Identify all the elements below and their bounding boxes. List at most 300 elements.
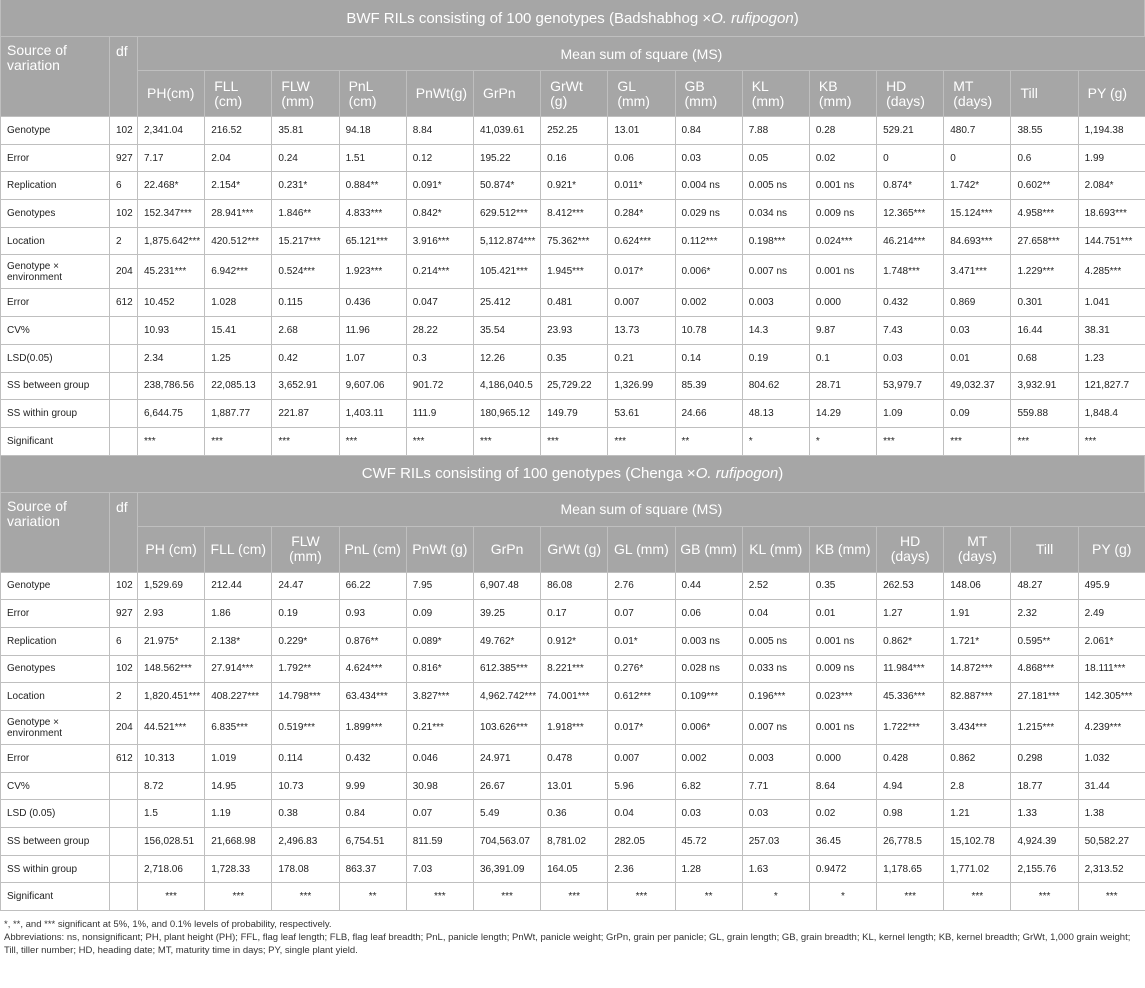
table-cell: 27.914*** xyxy=(205,655,272,683)
trait-header: KB (mm) xyxy=(809,71,876,117)
table-row xyxy=(1,227,1145,255)
trait-header: GB (mm) xyxy=(675,526,742,572)
table-cell: 0.017* xyxy=(608,711,675,745)
table-row xyxy=(1,772,1145,800)
table-cell: 0.011* xyxy=(608,172,675,200)
table-cell: 0.44 xyxy=(675,572,742,600)
table-cell: 86.08 xyxy=(541,572,608,600)
table-cell: 2.93 xyxy=(138,600,205,628)
table-cell: 49.762* xyxy=(473,627,540,655)
table-cell: 1,529.69 xyxy=(138,572,205,600)
table-row xyxy=(1,655,1145,683)
trait-header: GrWt (g) xyxy=(541,526,608,572)
table-cell: *** xyxy=(877,883,944,911)
table-cell: 408.227*** xyxy=(205,683,272,711)
table-cell: 0.03 xyxy=(675,144,742,172)
table-cell: 7.88 xyxy=(742,117,809,145)
table-cell: 1.09 xyxy=(877,400,944,428)
table-cell: *** xyxy=(944,427,1011,455)
table-cell: 1.019 xyxy=(205,745,272,773)
table-cell: 75.362*** xyxy=(541,227,608,255)
table-cell: 5,112.874*** xyxy=(473,227,540,255)
table-cell: 0.02 xyxy=(809,800,876,828)
row-df: 2 xyxy=(110,683,138,711)
table-row xyxy=(1,317,1145,345)
table-cell: 0.21*** xyxy=(406,711,473,745)
table-cell: *** xyxy=(1011,427,1078,455)
row-label: LSD(0.05) xyxy=(1,344,110,372)
table-cell: 0.42 xyxy=(272,344,339,372)
table-cell: 1.25 xyxy=(205,344,272,372)
table-cell: 45.72 xyxy=(675,828,742,856)
table-cell: 1.846** xyxy=(272,200,339,228)
table-cell: 0.298 xyxy=(1011,745,1078,773)
table-cell: 0.01 xyxy=(809,600,876,628)
table-cell: 420.512*** xyxy=(205,227,272,255)
table-cell: 8.221*** xyxy=(541,655,608,683)
trait-header: KL (mm) xyxy=(742,71,809,117)
table-cell: 2.138* xyxy=(205,627,272,655)
table-cell: 10.313 xyxy=(138,745,205,773)
header-source: Source of variation xyxy=(1,37,110,117)
table-cell: 36,391.09 xyxy=(473,855,540,883)
table-cell: 2,341.04 xyxy=(138,117,205,145)
table-cell: 0.84 xyxy=(675,117,742,145)
table-cell: 45.231*** xyxy=(138,255,205,289)
table-cell: 45.336*** xyxy=(877,683,944,711)
table-cell: 0.12 xyxy=(406,144,473,172)
table-cell: 1.5 xyxy=(138,800,205,828)
row-label: Genotype xyxy=(1,117,110,145)
table-cell: 25.412 xyxy=(473,289,540,317)
trait-header: HD (days) xyxy=(877,71,944,117)
table-cell: 0.35 xyxy=(809,572,876,600)
table-cell: 48.27 xyxy=(1011,572,1078,600)
table-cell: 2.8 xyxy=(944,772,1011,800)
table-cell: 0.01* xyxy=(608,627,675,655)
table-cell: 0.115 xyxy=(272,289,339,317)
table-cell: 0.196*** xyxy=(742,683,809,711)
table-cell: 1.742* xyxy=(944,172,1011,200)
table-cell: 0 xyxy=(944,144,1011,172)
table-cell: *** xyxy=(406,427,473,455)
table-cell: 2.49 xyxy=(1078,600,1145,628)
table-cell: 6,754.51 xyxy=(339,828,406,856)
header-source: Source of variation xyxy=(1,492,110,572)
table-cell: 2.68 xyxy=(272,317,339,345)
table-cell: 2.04 xyxy=(205,144,272,172)
row-label: SS between group xyxy=(1,372,110,400)
table-cell: 14.798*** xyxy=(272,683,339,711)
table-cell: 0.28 xyxy=(809,117,876,145)
table-row xyxy=(1,400,1145,428)
table-cell: 1,403.11 xyxy=(339,400,406,428)
table-cell: 0.03 xyxy=(877,344,944,372)
table-cell: 0.9472 xyxy=(809,855,876,883)
table-cell: 27.658*** xyxy=(1011,227,1078,255)
row-label: Error xyxy=(1,745,110,773)
table-cell: 1,728.33 xyxy=(205,855,272,883)
row-label: Replication xyxy=(1,172,110,200)
trait-header: MT (days) xyxy=(944,526,1011,572)
table-cell: 0.091* xyxy=(406,172,473,200)
table-cell: 252.25 xyxy=(541,117,608,145)
table-cell: 1.032 xyxy=(1078,745,1145,773)
table-cell: *** xyxy=(541,427,608,455)
table-cell: 0.595** xyxy=(1011,627,1078,655)
table-cell: 12.365*** xyxy=(877,200,944,228)
table-cell: 4.868*** xyxy=(1011,655,1078,683)
table-cell: 1.918*** xyxy=(541,711,608,745)
table-cell: 0.002 xyxy=(675,289,742,317)
table-cell: *** xyxy=(406,883,473,911)
table-cell: 22,085.13 xyxy=(205,372,272,400)
table-cell: 257.03 xyxy=(742,828,809,856)
table-cell: 21.975* xyxy=(138,627,205,655)
row-df xyxy=(110,828,138,856)
table-cell: *** xyxy=(877,427,944,455)
table-cell: *** xyxy=(138,883,205,911)
row-df: 6 xyxy=(110,627,138,655)
table-cell: 0.03 xyxy=(944,317,1011,345)
table-cell: 7.17 xyxy=(138,144,205,172)
table-cell: 0.000 xyxy=(809,745,876,773)
table-cell: *** xyxy=(1078,427,1145,455)
row-label: Location xyxy=(1,227,110,255)
table-cell: 1.748*** xyxy=(877,255,944,289)
table-cell: 1.27 xyxy=(877,600,944,628)
row-df: 102 xyxy=(110,117,138,145)
trait-header: PnL (cm) xyxy=(339,526,406,572)
row-df xyxy=(110,772,138,800)
table-cell: 0.35 xyxy=(541,344,608,372)
table-cell: 1,887.77 xyxy=(205,400,272,428)
row-df: 612 xyxy=(110,289,138,317)
table-cell: 0.84 xyxy=(339,800,406,828)
row-label: Replication xyxy=(1,627,110,655)
table-cell: 0.04 xyxy=(742,600,809,628)
table-cell: 0.001 ns xyxy=(809,711,876,745)
table-cell: 50,582.27 xyxy=(1078,828,1145,856)
table-cell: *** xyxy=(272,883,339,911)
row-label: Significant xyxy=(1,883,110,911)
row-df xyxy=(110,427,138,455)
table-cell: 0.1 xyxy=(809,344,876,372)
row-label: CV% xyxy=(1,772,110,800)
table-cell: 39.25 xyxy=(473,600,540,628)
table-cell: 804.62 xyxy=(742,372,809,400)
table-cell: 0.478 xyxy=(541,745,608,773)
trait-header: FLW (mm) xyxy=(272,526,339,572)
table-cell: 1.99 xyxy=(1078,144,1145,172)
table-row xyxy=(1,289,1145,317)
table-cell: 1.91 xyxy=(944,600,1011,628)
trait-header: KB (mm) xyxy=(809,526,876,572)
table-cell: 2.32 xyxy=(1011,600,1078,628)
table-cell: 0.198*** xyxy=(742,227,809,255)
table-cell: 8,781.02 xyxy=(541,828,608,856)
row-df: 927 xyxy=(110,144,138,172)
table-cell: *** xyxy=(473,427,540,455)
table-cell: * xyxy=(742,883,809,911)
table-cell: 2.061* xyxy=(1078,627,1145,655)
row-label: Genotype × environment xyxy=(1,711,110,745)
table-row xyxy=(1,745,1145,773)
table-cell: 0.524*** xyxy=(272,255,339,289)
table-cell: 216.52 xyxy=(205,117,272,145)
table-cell: 629.512*** xyxy=(473,200,540,228)
table-cell: 2.36 xyxy=(608,855,675,883)
table-cell: 0.519*** xyxy=(272,711,339,745)
table-cell: 704,563.07 xyxy=(473,828,540,856)
table-cell: 2,496.83 xyxy=(272,828,339,856)
table-cell: 480.7 xyxy=(944,117,1011,145)
table-row xyxy=(1,883,1145,911)
table-cell: 0.231* xyxy=(272,172,339,200)
significance-note: *, **, and *** significant at 5%, 1%, and 0.1% levels of probability, respectively. xyxy=(4,919,332,931)
table-cell: 0.089* xyxy=(406,627,473,655)
trait-header: PnL (cm) xyxy=(339,71,406,117)
table-cell: 156,028.51 xyxy=(138,828,205,856)
table-cell: 0.912* xyxy=(541,627,608,655)
table-cell: 0.36 xyxy=(541,800,608,828)
table-cell: 1,875.642*** xyxy=(138,227,205,255)
table-cell: 4.624*** xyxy=(339,655,406,683)
table-cell: 0.884** xyxy=(339,172,406,200)
table-cell: 0.24 xyxy=(272,144,339,172)
table-cell: 9.99 xyxy=(339,772,406,800)
table-cell: 1.51 xyxy=(339,144,406,172)
table-cell: 4.239*** xyxy=(1078,711,1145,745)
table-cell: 144.751*** xyxy=(1078,227,1145,255)
table-cell: *** xyxy=(1078,883,1145,911)
trait-header: GrWt (g) xyxy=(541,71,608,117)
table-cell: *** xyxy=(541,883,608,911)
table-cell: 9,607.06 xyxy=(339,372,406,400)
table-row xyxy=(1,427,1145,455)
table-cell: *** xyxy=(608,883,675,911)
table-cell: *** xyxy=(138,427,205,455)
table-cell: 7.03 xyxy=(406,855,473,883)
trait-header: GL (mm) xyxy=(608,71,675,117)
table-cell: 0.816* xyxy=(406,655,473,683)
table-cell: 0.034 ns xyxy=(742,200,809,228)
table-cell: 82.887*** xyxy=(944,683,1011,711)
row-df: 102 xyxy=(110,655,138,683)
table-cell: 0.01 xyxy=(944,344,1011,372)
table-cell: 10.452 xyxy=(138,289,205,317)
row-df: 102 xyxy=(110,200,138,228)
table-cell: 1.028 xyxy=(205,289,272,317)
table-cell: 1.923*** xyxy=(339,255,406,289)
table-cell: 0.007 ns xyxy=(742,711,809,745)
row-df xyxy=(110,800,138,828)
table-cell: 2.34 xyxy=(138,344,205,372)
abbreviations-note: Abbreviations: ns, nonsignificant; PH, plant height (PH); FFL, flag leaf length; FLB, flag leaf breadth; PnL, panicle length; PnWt, panicle weight; GrPn, grain per panicle; GL, grain length; GB, grain breadth; KL, kernel length; KB, kernel breadth; GrWt, 1,000 grain weight; Till, tiller number; HD, heading date; MT, maturity time in days; PY, single plant yield. xyxy=(4,932,1131,957)
table-cell: 0.02 xyxy=(809,144,876,172)
table-cell: 4.833*** xyxy=(339,200,406,228)
table-cell: 0.229* xyxy=(272,627,339,655)
row-label: Genotypes xyxy=(1,655,110,683)
table-cell: 15,102.78 xyxy=(944,828,1011,856)
table-cell: 1.041 xyxy=(1078,289,1145,317)
table-cell: 0.009 ns xyxy=(809,200,876,228)
table-cell: 105.421*** xyxy=(473,255,540,289)
row-df: 927 xyxy=(110,600,138,628)
table-cell: 901.72 xyxy=(406,372,473,400)
table-cell: 1.792** xyxy=(272,655,339,683)
table-cell: 85.39 xyxy=(675,372,742,400)
table-cell: 152.347*** xyxy=(138,200,205,228)
table-cell: 238,786.56 xyxy=(138,372,205,400)
table-cell: 0.284* xyxy=(608,200,675,228)
row-label: CV% xyxy=(1,317,110,345)
table-cell: 0.114 xyxy=(272,745,339,773)
table-cell: 0.07 xyxy=(406,800,473,828)
table-cell: 1.899*** xyxy=(339,711,406,745)
section2-title xyxy=(0,456,1145,492)
table-cell: 0.876** xyxy=(339,627,406,655)
table-cell: 15.41 xyxy=(205,317,272,345)
table-cell: 262.53 xyxy=(877,572,944,600)
table-row xyxy=(1,172,1145,200)
table-cell: 18.693*** xyxy=(1078,200,1145,228)
table-cell: 1.07 xyxy=(339,344,406,372)
table-cell: 148.06 xyxy=(944,572,1011,600)
row-label: Error xyxy=(1,144,110,172)
section2-title-text: CWF RILs consisting of 100 genotypes (Chenga × xyxy=(361,465,696,483)
anova-table-cwf xyxy=(0,492,1145,912)
table-cell: *** xyxy=(473,883,540,911)
table-cell: 53,979.7 xyxy=(877,372,944,400)
table-cell: 23.93 xyxy=(541,317,608,345)
table-cell: 1,848.4 xyxy=(1078,400,1145,428)
table-cell: 16.44 xyxy=(1011,317,1078,345)
table-row xyxy=(1,711,1145,745)
table-cell: 0.109*** xyxy=(675,683,742,711)
table-cell: 0.38 xyxy=(272,800,339,828)
table-cell: 5.49 xyxy=(473,800,540,828)
trait-header: PH (cm) xyxy=(138,526,205,572)
table-cell: 94.18 xyxy=(339,117,406,145)
table-cell: 0.007 xyxy=(608,745,675,773)
table-cell: 8.412*** xyxy=(541,200,608,228)
header-mean-sum-of-square: Mean sum of square (MS) xyxy=(138,37,1145,71)
table-cell: *** xyxy=(205,883,272,911)
table-cell: 0.432 xyxy=(339,745,406,773)
table-cell: *** xyxy=(339,427,406,455)
row-label: SS within group xyxy=(1,400,110,428)
table-row xyxy=(1,800,1145,828)
table-cell: 18.111*** xyxy=(1078,655,1145,683)
table-cell: 178.08 xyxy=(272,855,339,883)
table-cell: 28.941*** xyxy=(205,200,272,228)
table-cell: 811.59 xyxy=(406,828,473,856)
section1-title-close: ) xyxy=(793,9,799,27)
trait-header: FLL (cm) xyxy=(205,71,272,117)
table-cell: 612.385*** xyxy=(473,655,540,683)
row-df xyxy=(110,317,138,345)
table-cell: 15.124*** xyxy=(944,200,1011,228)
table-cell: 0.06 xyxy=(608,144,675,172)
table-cell: 5.96 xyxy=(608,772,675,800)
table-cell: 0.001 ns xyxy=(809,627,876,655)
table-cell: 0 xyxy=(877,144,944,172)
table-cell: 0.874* xyxy=(877,172,944,200)
table-cell: 164.05 xyxy=(541,855,608,883)
table-cell: 1.722*** xyxy=(877,711,944,745)
trait-header: PH(cm) xyxy=(138,71,205,117)
row-df xyxy=(110,400,138,428)
table-cell: 0.06 xyxy=(675,600,742,628)
table-cell: 38.31 xyxy=(1078,317,1145,345)
table-row xyxy=(1,200,1145,228)
table-cell: 0.003 ns xyxy=(675,627,742,655)
table-cell: 0.862 xyxy=(944,745,1011,773)
trait-header: HD (days) xyxy=(877,526,944,572)
table-cell: 1.28 xyxy=(675,855,742,883)
trait-header: GrPn xyxy=(473,71,540,117)
row-label: SS within group xyxy=(1,855,110,883)
table-cell: 35.81 xyxy=(272,117,339,145)
table-cell: 2.154* xyxy=(205,172,272,200)
table-cell: 24.971 xyxy=(473,745,540,773)
table-cell: 6,644.75 xyxy=(138,400,205,428)
table-cell: 0.006* xyxy=(675,255,742,289)
table-cell: 0.017* xyxy=(608,255,675,289)
table-cell: 26,778.5 xyxy=(877,828,944,856)
table-cell: 1.945*** xyxy=(541,255,608,289)
table-cell: 0.04 xyxy=(608,800,675,828)
table-cell: 35.54 xyxy=(473,317,540,345)
trait-header: KL (mm) xyxy=(742,526,809,572)
table-cell: 0.862* xyxy=(877,627,944,655)
table-cell: 0.046 xyxy=(406,745,473,773)
table-cell: 4.94 xyxy=(877,772,944,800)
table-cell: 74.001*** xyxy=(541,683,608,711)
row-df xyxy=(110,372,138,400)
table-cell: 8.64 xyxy=(809,772,876,800)
table-cell: 3.471*** xyxy=(944,255,1011,289)
table-row xyxy=(1,828,1145,856)
trait-header: MT (days) xyxy=(944,71,1011,117)
table-cell: 0.3 xyxy=(406,344,473,372)
section2-title-species: O. rufipogon xyxy=(695,465,779,483)
table-cell: 4.958*** xyxy=(1011,200,1078,228)
table-cell: 1.33 xyxy=(1011,800,1078,828)
table-cell: 0.029 ns xyxy=(675,200,742,228)
table-cell: 221.87 xyxy=(272,400,339,428)
table-cell: 24.47 xyxy=(272,572,339,600)
table-cell: 0.005 ns xyxy=(742,627,809,655)
trait-header: GB (mm) xyxy=(675,71,742,117)
table-cell: 21,668.98 xyxy=(205,828,272,856)
row-df xyxy=(110,855,138,883)
table-cell: 1.21 xyxy=(944,800,1011,828)
table-cell: 0.05 xyxy=(742,144,809,172)
table-cell: 4,962.742*** xyxy=(473,683,540,711)
table-cell: *** xyxy=(944,883,1011,911)
table-cell: 2,313.52 xyxy=(1078,855,1145,883)
table-cell: 14.3 xyxy=(742,317,809,345)
table-cell: 0.003 xyxy=(742,745,809,773)
table-cell: 3,932.91 xyxy=(1011,372,1078,400)
row-df: 6 xyxy=(110,172,138,200)
header-df: df xyxy=(110,37,138,117)
table-cell: 8.72 xyxy=(138,772,205,800)
table-cell: 13.01 xyxy=(608,117,675,145)
table-cell: 0.007 xyxy=(608,289,675,317)
